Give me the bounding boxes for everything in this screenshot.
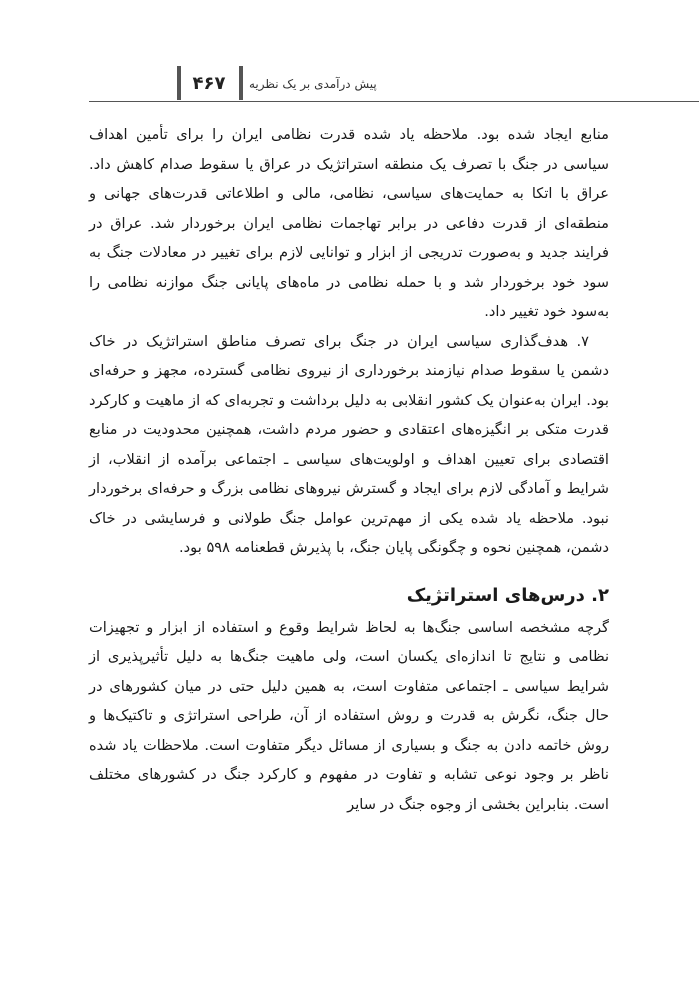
page-header [89,62,699,102]
page-number: ۴۶۷ [192,73,226,94]
body-text [89,120,609,819]
paragraph-continuation: منابع ایجاد شده بود. ملاحظه یاد شده قدرت نظامی ایران را برای تأمین اهداف سیاسی در جنگ با تصرف یک منطقه استراتژیک در عراق یا سقوط صدام کاهش داد. عراق با اتکا به حمایت‌های سیاسی، نظامی، مالی و اطلاعاتی قدرت‌های جهانی و منطقه‌ای از قدرت دفاعی در برابر تهاجمات نظامی ایران برخوردار شد. عراق در فرایند جدید و به‌صورت تدریجی از ابزار و توانایی لازم برای تغییر در معادلات جنگ به سود خود برخوردار شد و با حمله نظامی در ماه‌های پایانی جنگ موازنه نظامی را به‌سود خود تغییر داد. [89,126,609,320]
header-bar-left [177,66,181,100]
section-heading: ۲. درس‌های استراتژیک [406,584,609,606]
header-bar-right [239,66,243,100]
running-title: پیش درآمدی بر یک نظریه [249,77,377,91]
section-paragraph: گرچه مشخصه اساسی جنگ‌ها به لحاظ شرایط وقوع و استفاده از ابزار و تجهیزات نظامی و نتایج تا اندازه‌ای یکسان است، ولی ماهیت جنگ‌ها به دلیل تأثیرپذیری از شرایط سیاسی ـ اجتماعی متفاوت است، به همین دلیل حتی در میان کشورهای در حال جنگ، نگرش به قدرت و روش استفاده از آن، طراحی استراتژی و تاکتیک‌ها و روش خاتمه دادن به جنگ و بسیاری از مسائل دیگر متفاوت است. ملاحظات یاد شده ناظر بر وجود نوعی تشابه و تفاوت در مفهوم و کارکرد جنگ در کشورهای مختلف است. بنابراین بخشی از وجوه جنگ در سایر [89,618,609,813]
paragraph-point-7: ۷. هدف‌گذاری سیاسی ایران در جنگ برای تصرف مناطق استراتژیک در خاک دشمن یا سقوط صدام نیازمند برخورداری از نیروی نظامی گسترده، مجهز و حرفه‌ای بود. ایران به‌عنوان یک کشور انقلابی به دلیل برداشت و تجربه‌ای که از ماهیت و کارکرد قدرت متکی بر انگیزه‌های اعتقادی و حضور مردم داشت، همچنین محدودیت در منابع اقتصادی برای تعیین اهداف و اولویت‌های سیاسی ـ اجتماعی برآمده از انقلاب، از شرایط و آمادگی لازم برای ایجاد و گسترش نیروهای نظامی بزرگ و حرفه‌ای برخوردار نبود. ملاحظه یاد شده یکی از مهم‌ترین عوامل جنگ طولانی و فرسایشی در خاک دشمن، همچنین نحوه و چگونگی پایان جنگ، با پذیرش قطعنامه ۵۹۸ بود. [89,332,609,556]
header-rule [89,101,699,102]
